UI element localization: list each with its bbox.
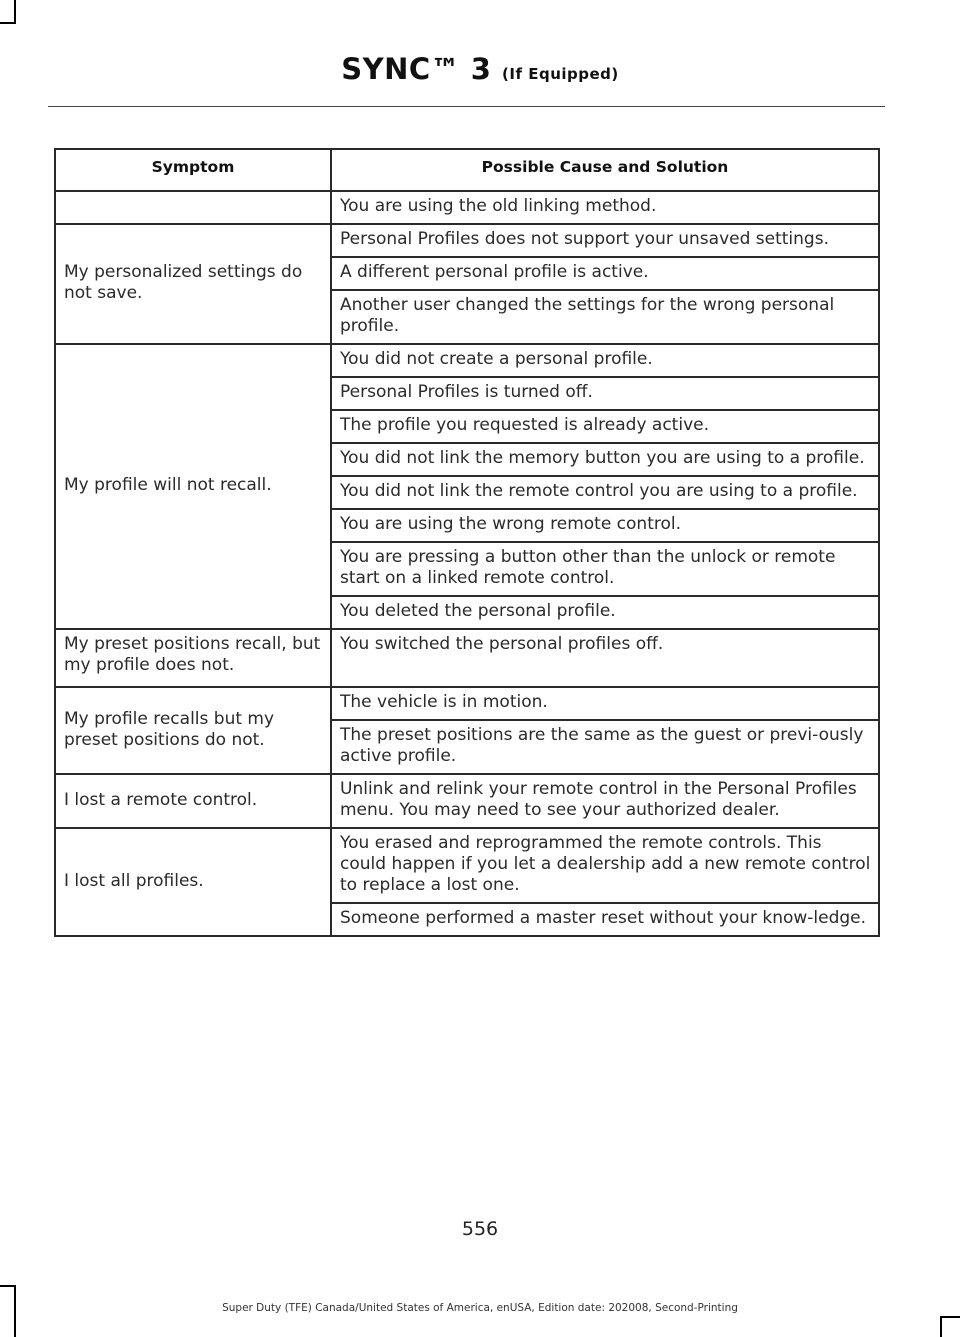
header-divider [48, 106, 885, 107]
table-header-row [55, 149, 879, 191]
symptom-cell: I lost a remote control. [55, 774, 331, 828]
cause-cell: You erased and reprogrammed the remote controls. This could happen if you let a dealership add a new remote control to replace a lost one. [331, 828, 879, 903]
header-title-text: SYNC™ 3 [341, 52, 492, 86]
cause-cell: You did not link the memory button you are using to a profile. [331, 443, 879, 476]
cause-cell: Someone performed a master reset without your know-ledge. [331, 903, 879, 936]
cause-cell: You are pressing a button other than the unlock or remote start on a linked remote control. [331, 542, 879, 596]
table-row [55, 224, 879, 257]
cause-cell: Personal Profiles is turned off. [331, 377, 879, 410]
cause-cell: You deleted the personal profile. [331, 596, 879, 629]
cause-cell: The vehicle is in motion. [331, 687, 879, 720]
table-row [55, 191, 879, 224]
symptom-cell: My profile will not recall. [55, 344, 331, 629]
crop-mark-top-left-h [0, 22, 16, 24]
cause-cell: The preset positions are the same as the guest or previ-ously active profile. [331, 720, 879, 774]
page-footer: Super Duty (TFE) Canada/United States of America, enUSA, Edition date: 202008, Second-Printing [222, 1302, 738, 1314]
table-row [55, 828, 879, 903]
cause-cell: You did not create a personal profile. [331, 344, 879, 377]
column-header-symptom: Symptom [55, 149, 331, 191]
table-row [55, 344, 879, 377]
cause-cell: The profile you requested is already active. [331, 410, 879, 443]
cause-cell: You are using the old linking method. [331, 191, 879, 224]
cause-cell: You are using the wrong remote control. [331, 509, 879, 542]
table-row [55, 687, 879, 720]
page-header-title [0, 52, 960, 86]
crop-mark-bottom-right [940, 1316, 942, 1337]
table-row [55, 774, 879, 828]
crop-mark-top-left [14, 0, 16, 24]
cause-cell: Another user changed the settings for the wrong personal profile. [331, 290, 879, 344]
cause-cell: A different personal profile is active. [331, 257, 879, 290]
symptom-cell: My profile recalls but my preset positions do not. [55, 687, 331, 774]
page-number: 556 [461, 1218, 499, 1240]
crop-mark-bottom-left-h [0, 1285, 16, 1287]
symptom-cell [55, 191, 331, 224]
symptom-cell: My preset positions recall, but my profile does not. [55, 629, 331, 687]
symptom-cell: My personalized settings do not save. [55, 224, 331, 344]
table-row [55, 629, 879, 687]
cause-cell: You did not link the remote control you are using to a profile. [331, 476, 879, 509]
troubleshooting-table [54, 148, 880, 937]
cause-cell: Unlink and relink your remote control in the Personal Profiles menu. You may need to see your authorized dealer. [331, 774, 879, 828]
cause-cell: Personal Profiles does not support your unsaved settings. [331, 224, 879, 257]
crop-mark-bottom-right-h [940, 1316, 960, 1318]
symptom-cell: I lost all profiles. [55, 828, 331, 936]
cause-cell: You switched the personal profiles off. [331, 629, 879, 687]
header-title-suffix: (If Equipped) [502, 65, 619, 83]
column-header-cause: Possible Cause and Solution [331, 149, 879, 191]
